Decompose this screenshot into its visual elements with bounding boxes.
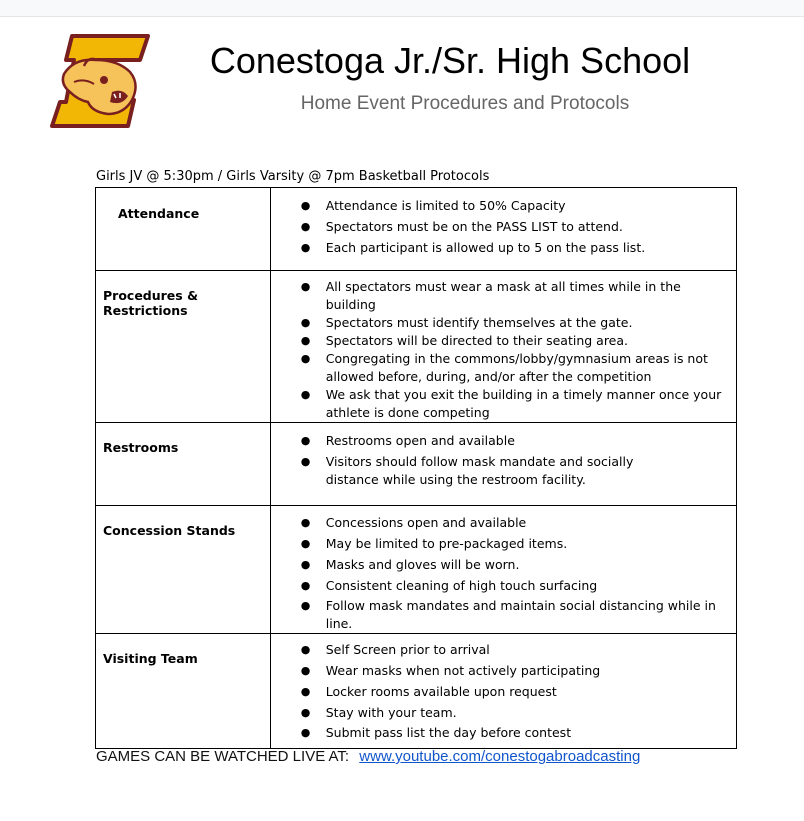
list-item: ● Masks and gloves will be worn. (271, 556, 736, 574)
school-logo (44, 30, 152, 130)
page-title: Conestoga Jr./Sr. High School (209, 40, 691, 81)
protocols-table (95, 187, 737, 749)
list-item: ● Each participant is allowed up to 5 on the pass list. (271, 239, 736, 257)
items-cell (270, 188, 736, 271)
list-item: ● Concessions open and available (271, 514, 736, 532)
items-cell (270, 506, 736, 634)
table-row (96, 271, 737, 423)
category-label: Procedures & Restrictions (103, 288, 198, 318)
list-item: ● Wear masks when not actively participating (271, 662, 736, 680)
list-item: ● All spectators must wear a mask at all times while in the building (271, 278, 726, 314)
category-cell (96, 506, 271, 634)
list-item: ● Locker rooms available upon request (271, 683, 736, 701)
list-item: ● Stay with your team. (271, 704, 736, 722)
items-cell (270, 271, 736, 423)
list-item: ● Self Screen prior to arrival (271, 641, 736, 659)
list-item: ● Consistent cleaning of high touch surfacing (271, 577, 736, 595)
category-label: Restrooms (103, 440, 179, 455)
category-cell (96, 188, 271, 271)
table-row (96, 506, 737, 634)
list-item: ● May be limited to pre-packaged items. (271, 535, 736, 553)
items-cell (270, 634, 736, 749)
list-item: ● Restrooms open and available (271, 432, 636, 450)
list-item: ● Attendance is limited to 50% Capacity (271, 197, 736, 215)
list-item: ● Spectators must be on the PASS LIST to attend. (271, 218, 736, 236)
page-subtitle: Home Event Procedures and Protocols (300, 93, 630, 114)
category-label: Concession Stands (103, 523, 236, 538)
category-cell (96, 423, 271, 506)
category-cell (96, 634, 271, 749)
list-item: ● We ask that you exit the building in a timely manner once your athlete is done competing (271, 386, 726, 422)
youtube-link[interactable]: www.youtube.com/conestogabroadcasting (359, 748, 641, 765)
event-heading: Girls JV @ 5:30pm / Girls Varsity @ 7pm Basketball Protocols (96, 169, 490, 184)
table-row (96, 423, 737, 506)
category-label: Attendance (118, 206, 200, 221)
table-row (96, 188, 737, 271)
list-item: ● Visitors should follow mask mandate and socially distance while using the restroom facility. (271, 453, 636, 489)
footer-text: GAMES CAN BE WATCHED LIVE AT: (96, 748, 350, 765)
list-item: ● Congregating in the commons/lobby/gymnasium areas is not allowed before, during, and/or after the competition (271, 350, 726, 386)
list-item: ● Spectators will be directed to their seating area. (271, 332, 726, 350)
list-item: ● Submit pass list the day before contest (271, 724, 736, 742)
category-cell (96, 271, 271, 423)
footer (96, 748, 640, 765)
table-row (96, 634, 737, 749)
items-cell (270, 423, 736, 506)
top-border (0, 0, 804, 17)
list-item: ● Spectators must identify themselves at the gate. (271, 314, 726, 332)
category-label: Visiting Team (103, 651, 198, 666)
list-item: ● Follow mask mandates and maintain social distancing while in line. (271, 597, 736, 633)
